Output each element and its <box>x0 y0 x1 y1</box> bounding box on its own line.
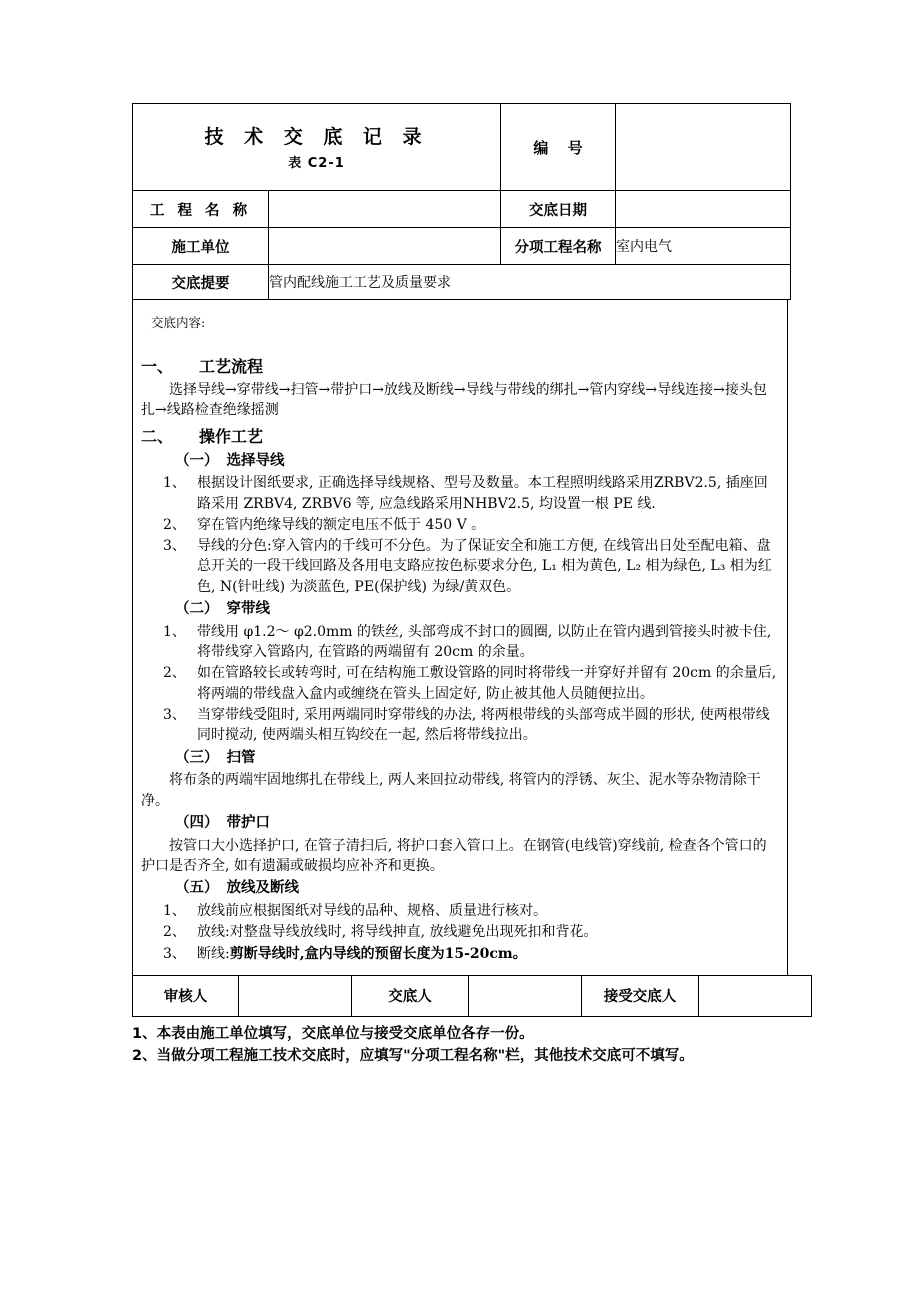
list-text: 如在管路较长或转弯时, 可在结构施工敷设管路的同时将带线一并穿好并留有 20cm 的余量后, 将两端的带线盘入盒内或缠绕在管头上固定好, 防止被其他人员随便拉出。 <box>197 665 777 702</box>
section-heading-2 <box>141 425 779 449</box>
list-item <box>141 515 779 535</box>
list-text: 当穿带线受阻时, 采用两端同时穿带线的办法, 将两根带线的头部弯成半圆的形状, 使两根带线同时搅动, 使两端头相互钩绞在一起, 然后将带线拉出。 <box>197 706 770 744</box>
list-item <box>141 705 779 746</box>
subsection-5-title: 放线及断线 <box>226 880 299 897</box>
list-item <box>141 944 779 964</box>
subsection-heading-1 <box>175 451 779 473</box>
summary-row <box>133 265 791 300</box>
subsection-2-list <box>141 622 779 746</box>
list-item <box>141 901 779 921</box>
list-text: 放线:对整盘导线放线时, 将导线抻直, 放线避免出现死扣和背花。 <box>197 924 598 941</box>
list-text: 穿在管内绝缘导线的额定电压不低于 450 V 。 <box>197 516 486 533</box>
list-marker: 1、 <box>163 903 186 919</box>
number-value[interactable] <box>616 104 791 191</box>
receiver-value[interactable] <box>699 975 812 1016</box>
presenter-value[interactable] <box>469 975 582 1016</box>
subsection-heading-5 <box>175 878 779 900</box>
list-text: 根据设计图纸要求, 正确选择导线规格、型号及数量。本工程照明线路采用ZRBV2.5, 插座回路采用 ZRBV4, ZRBV6 等, 应急线路采用NHBV2.5, 均设置一根 PE 线. <box>197 475 768 512</box>
list-text: 导线的分色:穿入管内的千线可不分色。为了保证安全和施工方便, 在线管出日处至配电箱、盘总开关的一段干线回路及各用电支路应按色标要求分色, L₁ 相为黄色, L₂ 相为绿色, L₃ 相为红色, N(针吐线) 为淡蓝色, PE(保护线) 为绿/黄双色。 <box>197 538 772 595</box>
unit-row <box>133 228 791 265</box>
date-label: 交底日期 <box>501 191 616 228</box>
unit-value[interactable] <box>269 228 501 265</box>
content-body <box>132 300 788 976</box>
subsection-3-paragraph: 将布条的两端牢固地绑扎在带线上, 两人来回拉动带线, 将管内的浮锈、灰尘、泥水等杂物清除干净。 <box>141 772 761 809</box>
subsection-heading-2 <box>175 599 779 621</box>
footer-notes <box>132 1023 790 1068</box>
signature-table <box>132 975 812 1017</box>
document-title-cell <box>133 104 501 191</box>
section-2-number: 二、 <box>141 426 174 446</box>
list-marker: 3、 <box>163 538 186 555</box>
subsection-3-title: 扫管 <box>226 749 256 766</box>
subsection-2-title: 穿带线 <box>226 601 270 618</box>
list-item <box>141 473 779 514</box>
project-name-label: 工 程 名 称 <box>133 191 269 228</box>
list-text-prefix: 断线: <box>197 945 230 962</box>
reviewer-value[interactable] <box>239 975 352 1016</box>
project-name-value[interactable] <box>269 191 501 228</box>
receiver-label: 接受交底人 <box>582 975 699 1016</box>
list-marker: 2、 <box>163 665 186 682</box>
subsection-1-list <box>141 473 779 597</box>
list-text-emphasis: 剪断导线时,盒内导线的预留长度为15-20cm。 <box>229 945 527 962</box>
subproject-value[interactable]: 室内电气 <box>616 228 791 265</box>
section-heading-1 <box>141 355 779 379</box>
footer-note-1: 1、本表由施工单位填写，交底单位与接受交底单位各存一份。 <box>132 1025 534 1042</box>
subsection-2-number: （二） <box>175 601 219 618</box>
header-table <box>132 103 791 300</box>
section-1-number: 一、 <box>141 356 174 376</box>
project-name-row <box>133 191 791 228</box>
list-item <box>141 922 779 942</box>
subsection-5-number: （五） <box>175 880 219 897</box>
list-marker: 3、 <box>163 706 186 723</box>
list-item <box>141 536 779 597</box>
number-label: 编 号 <box>501 104 616 191</box>
document-page <box>132 103 790 1068</box>
list-item <box>141 622 779 663</box>
subsection-4-title: 带护口 <box>226 814 270 831</box>
list-marker: 2、 <box>163 516 186 533</box>
summary-value[interactable]: 管内配线施工工艺及质量要求 <box>269 265 791 300</box>
date-value[interactable] <box>616 191 791 228</box>
section-1-title: 工艺流程 <box>199 356 264 376</box>
footer-note-2: 2、当做分项工程施工技术交底时，应填写"分项工程名称"栏，其他技术交底可不填写。 <box>132 1048 694 1065</box>
list-marker: 1、 <box>163 623 186 640</box>
list-marker: 1、 <box>163 475 186 492</box>
subsection-4-paragraph: 按管口大小选择护口, 在管子清扫后, 将护口套入管口上。在钢管(电线管)穿线前, 检查各个管口的护口是否齐全, 如有遗漏或破损均应补齐和更换。 <box>141 837 767 874</box>
subsection-4-number: （四） <box>175 814 219 831</box>
process-flow-text: 选择导线→穿带线→扫管→带护口→放线及断线→导线与带线的绑扎→管内穿线→导线连接→接头包扎→线路检查绝缘摇测 <box>141 381 767 418</box>
presenter-label: 交底人 <box>352 975 469 1016</box>
content-intro-label: 交底内容: <box>151 315 206 330</box>
list-marker: 3、 <box>163 945 186 962</box>
subsection-heading-4 <box>175 813 779 835</box>
form-code: 表 C2-1 <box>288 156 345 172</box>
list-item <box>141 663 779 704</box>
subproject-label: 分项工程名称 <box>501 228 616 265</box>
subsection-1-number: （一） <box>175 452 219 469</box>
subsection-heading-3 <box>175 748 779 770</box>
subsection-5-list <box>141 901 779 964</box>
reviewer-label: 审核人 <box>133 975 239 1016</box>
list-marker: 2、 <box>163 924 186 941</box>
subsection-3-number: （三） <box>175 749 219 766</box>
section-2-title: 操作工艺 <box>199 426 264 446</box>
summary-label: 交底提要 <box>133 265 269 300</box>
list-text: 带线用 φ1.2～ φ2.0mm 的铁丝, 头部弯成不封口的圆圈, 以防止在管内遇到管接头时被卡住, 将带线穿入管路内, 在管路的两端留有 20cm 的余量。 <box>197 623 772 661</box>
title-row <box>133 104 791 191</box>
table-row <box>133 975 812 1016</box>
subsection-1-title: 选择导线 <box>226 452 285 469</box>
unit-label: 施工单位 <box>133 228 269 265</box>
list-text: 放线前应根据图纸对导线的品种、规格、质量进行核对。 <box>197 903 547 919</box>
page-title: 技 术 交 底 记 录 <box>204 125 429 148</box>
